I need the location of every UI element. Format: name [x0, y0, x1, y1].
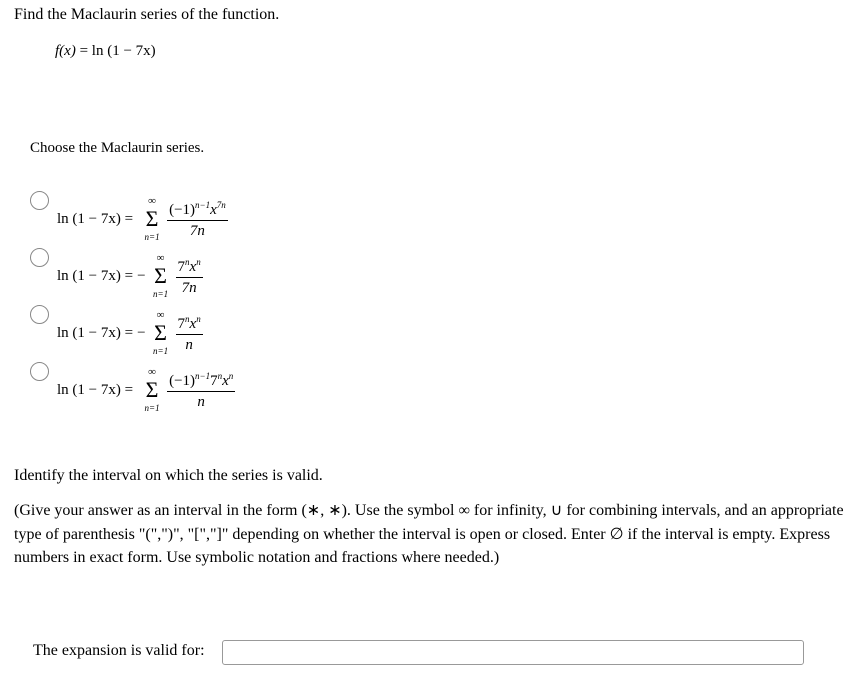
option-lhs: ln (1 − 7x) = [57, 381, 134, 398]
numerator [167, 369, 235, 392]
fraction [167, 369, 235, 412]
numerator [176, 255, 203, 278]
option-2[interactable] [30, 248, 430, 304]
choose-label: Choose the Maclaurin series. [30, 140, 205, 156]
prompt-text: Find the Maclaurin series of the function. [14, 6, 280, 23]
numerator-base: 7 [177, 258, 186, 275]
option-3[interactable] [30, 305, 430, 361]
numerator-base: x [189, 258, 197, 275]
option-radio[interactable] [30, 248, 49, 267]
numerator [167, 198, 228, 221]
option-formula [57, 193, 228, 245]
numerator-exponent: n [196, 256, 201, 267]
lower-limit: n=1 [153, 346, 169, 356]
interval-prompt: Identify the interval on which the series is valid. [14, 467, 323, 484]
fraction [176, 312, 203, 355]
interval-answer-input[interactable] [222, 640, 804, 665]
numerator-base: 7 [210, 372, 218, 389]
function-rhs: ln (1 − 7x) [91, 43, 156, 59]
sigma-icon: Σ [154, 263, 167, 288]
numerator-exponent: 7n [216, 199, 226, 210]
upper-limit: ∞ [148, 366, 156, 378]
option-sign: − [137, 324, 146, 341]
summation-symbol [150, 252, 172, 300]
summation-symbol [150, 309, 172, 357]
denominator: 7n [189, 222, 205, 239]
numerator-base: x [189, 315, 197, 332]
denominator: n [197, 393, 205, 410]
denominator: 7n [181, 279, 197, 296]
answer-label: The expansion is valid for: [33, 642, 205, 659]
fraction [176, 255, 203, 298]
numerator-base: (−1) [169, 201, 196, 218]
sigma-icon: Σ [154, 320, 167, 345]
option-lhs: ln (1 − 7x) = [57, 210, 134, 227]
numerator-exponent: n−1 [195, 370, 211, 381]
upper-limit: ∞ [156, 252, 165, 264]
lower-limit: n=1 [153, 289, 169, 299]
instructions-text: (Give your answer as an interval in the form (∗, ∗). Use the symbol ∞ for infinity, ∪ for combining intervals, and an appropriate type of parenthesis "(",")", "[","]" depending on whether the interval is open or closed. Enter ∅ if the interval is empty. Express numbers in exact form. Use symbolic notation and fractions where needed.) [14, 502, 844, 566]
numerator-exponent: n [196, 313, 201, 324]
option-4[interactable] [30, 362, 430, 418]
upper-limit: ∞ [148, 195, 156, 207]
option-1[interactable] [30, 191, 430, 247]
option-formula [57, 307, 203, 359]
function-expression [55, 43, 156, 60]
lower-limit: n=1 [144, 232, 160, 242]
summation-symbol [141, 366, 163, 414]
option-lhs: ln (1 − 7x) = [57, 324, 134, 341]
denominator: n [185, 336, 193, 353]
option-formula [57, 364, 235, 416]
numerator-exponent: n [185, 256, 190, 267]
numerator-base: x [222, 372, 229, 389]
function-equals: = [75, 43, 92, 59]
function-lhs: f(x) [55, 43, 76, 59]
option-radio[interactable] [30, 305, 49, 324]
numerator-exponent: n [185, 313, 190, 324]
fraction [167, 198, 228, 241]
summation-symbol [141, 195, 163, 243]
option-sign: − [137, 267, 146, 284]
numerator-base: (−1) [169, 372, 196, 389]
sigma-icon: Σ [145, 206, 159, 231]
numerator [176, 312, 203, 335]
numerator-exponent: n [217, 370, 223, 381]
option-formula [57, 250, 203, 302]
numerator-base: 7 [177, 315, 186, 332]
option-radio[interactable] [30, 191, 49, 210]
numerator-exponent: n−1 [195, 199, 211, 210]
option-radio[interactable] [30, 362, 49, 381]
option-lhs: ln (1 − 7x) = [57, 267, 134, 284]
numerator-exponent: n [228, 370, 234, 381]
upper-limit: ∞ [156, 309, 165, 321]
sigma-icon: Σ [145, 377, 159, 402]
numerator-base: x [210, 201, 217, 218]
lower-limit: n=1 [144, 403, 160, 413]
